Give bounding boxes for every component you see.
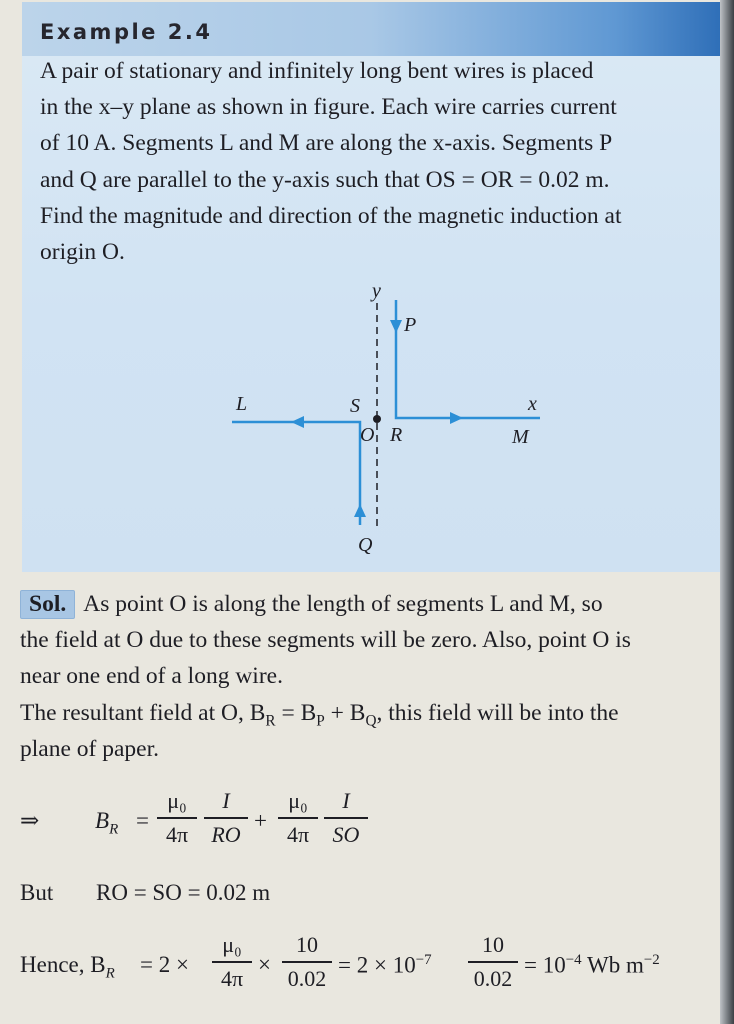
hence-frac-mu: μ₀ 4π bbox=[212, 932, 252, 992]
eq1-frac-i-ro: I RO bbox=[204, 788, 248, 848]
label-m: M bbox=[512, 426, 529, 448]
eq1-frac-i-so: I SO bbox=[324, 788, 368, 848]
problem-line-2: in the x–y plane as shown in figure. Each wire carries current bbox=[40, 94, 617, 120]
hence-eq1: = 2 × bbox=[140, 952, 189, 977]
arrow-p bbox=[390, 320, 402, 333]
sol-badge: Sol. bbox=[20, 590, 75, 619]
eq1-plus: + bbox=[254, 808, 267, 833]
label-o: O bbox=[360, 424, 375, 446]
problem-line-5: Find the magnitude and direction of the magnetic induction at bbox=[40, 203, 622, 229]
solution-line-1 bbox=[20, 590, 603, 619]
label-r: R bbox=[390, 424, 403, 446]
label-p: P bbox=[404, 314, 417, 336]
label-y: y bbox=[372, 280, 381, 302]
origin-dot bbox=[373, 415, 381, 423]
wire-p-m bbox=[396, 300, 540, 418]
eq1-frac-mu-2: μ₀ 4π bbox=[278, 788, 318, 848]
arrow-l bbox=[291, 416, 304, 428]
hence-times: × bbox=[258, 952, 271, 977]
solution-text-1: As point O is along the length of segments L and M, so bbox=[83, 591, 603, 617]
but-equation: RO = SO = 0.02 m bbox=[96, 880, 271, 905]
solution-line-2: the field at O due to these segments will be zero. Also, point O is bbox=[20, 627, 631, 653]
hence-frac-10-002: 10 0.02 bbox=[282, 932, 332, 992]
label-s: S bbox=[350, 395, 360, 417]
arrow-m bbox=[450, 412, 463, 424]
problem-line-3: of 10 A. Segments L and M are along the x-axis. Segments P bbox=[40, 130, 613, 156]
problem-line-6: origin O. bbox=[40, 239, 125, 265]
solution-line-5: plane of paper. bbox=[20, 736, 159, 762]
wire-figure bbox=[220, 275, 560, 565]
hence-frac-10-002-b: 10 0.02 bbox=[468, 932, 518, 992]
eq1-lhs: $B_R$ bbox=[95, 808, 119, 838]
solution-text-4: The resultant field at O, B bbox=[20, 700, 266, 726]
eq1-frac-mu: μ₀ 4π bbox=[157, 788, 197, 848]
arrow-q bbox=[354, 504, 366, 517]
label-l: L bbox=[236, 393, 248, 415]
but-word: But bbox=[20, 880, 54, 905]
eq1-equals: = bbox=[136, 808, 149, 833]
solution-line-3: near one end of a long wire. bbox=[20, 663, 283, 689]
hence-eq3: = $10^{-4}$ Wb $m^{-2}$ bbox=[524, 952, 660, 978]
problem-line-4: and Q are parallel to the y-axis such that OS = OR = 0.02 m. bbox=[40, 167, 610, 193]
hence-eq2: = $2 \times 10^{-7}$ bbox=[338, 952, 432, 978]
implies-arrow: ⇒ bbox=[20, 808, 40, 833]
label-q: Q bbox=[358, 534, 373, 556]
example-title: Example 2.4 bbox=[40, 20, 213, 44]
hence-lhs: Hence, $B_R$ bbox=[20, 952, 115, 982]
solution-line-4: The resultant field at O, $B_R = B_P + B_Q$, this field will be into the bbox=[20, 700, 619, 730]
label-x: x bbox=[528, 393, 537, 415]
page-edge bbox=[720, 0, 734, 1024]
problem-line-1: A pair of stationary and infinitely long bent wires is placed bbox=[40, 58, 594, 84]
wire-q-l bbox=[232, 422, 360, 525]
